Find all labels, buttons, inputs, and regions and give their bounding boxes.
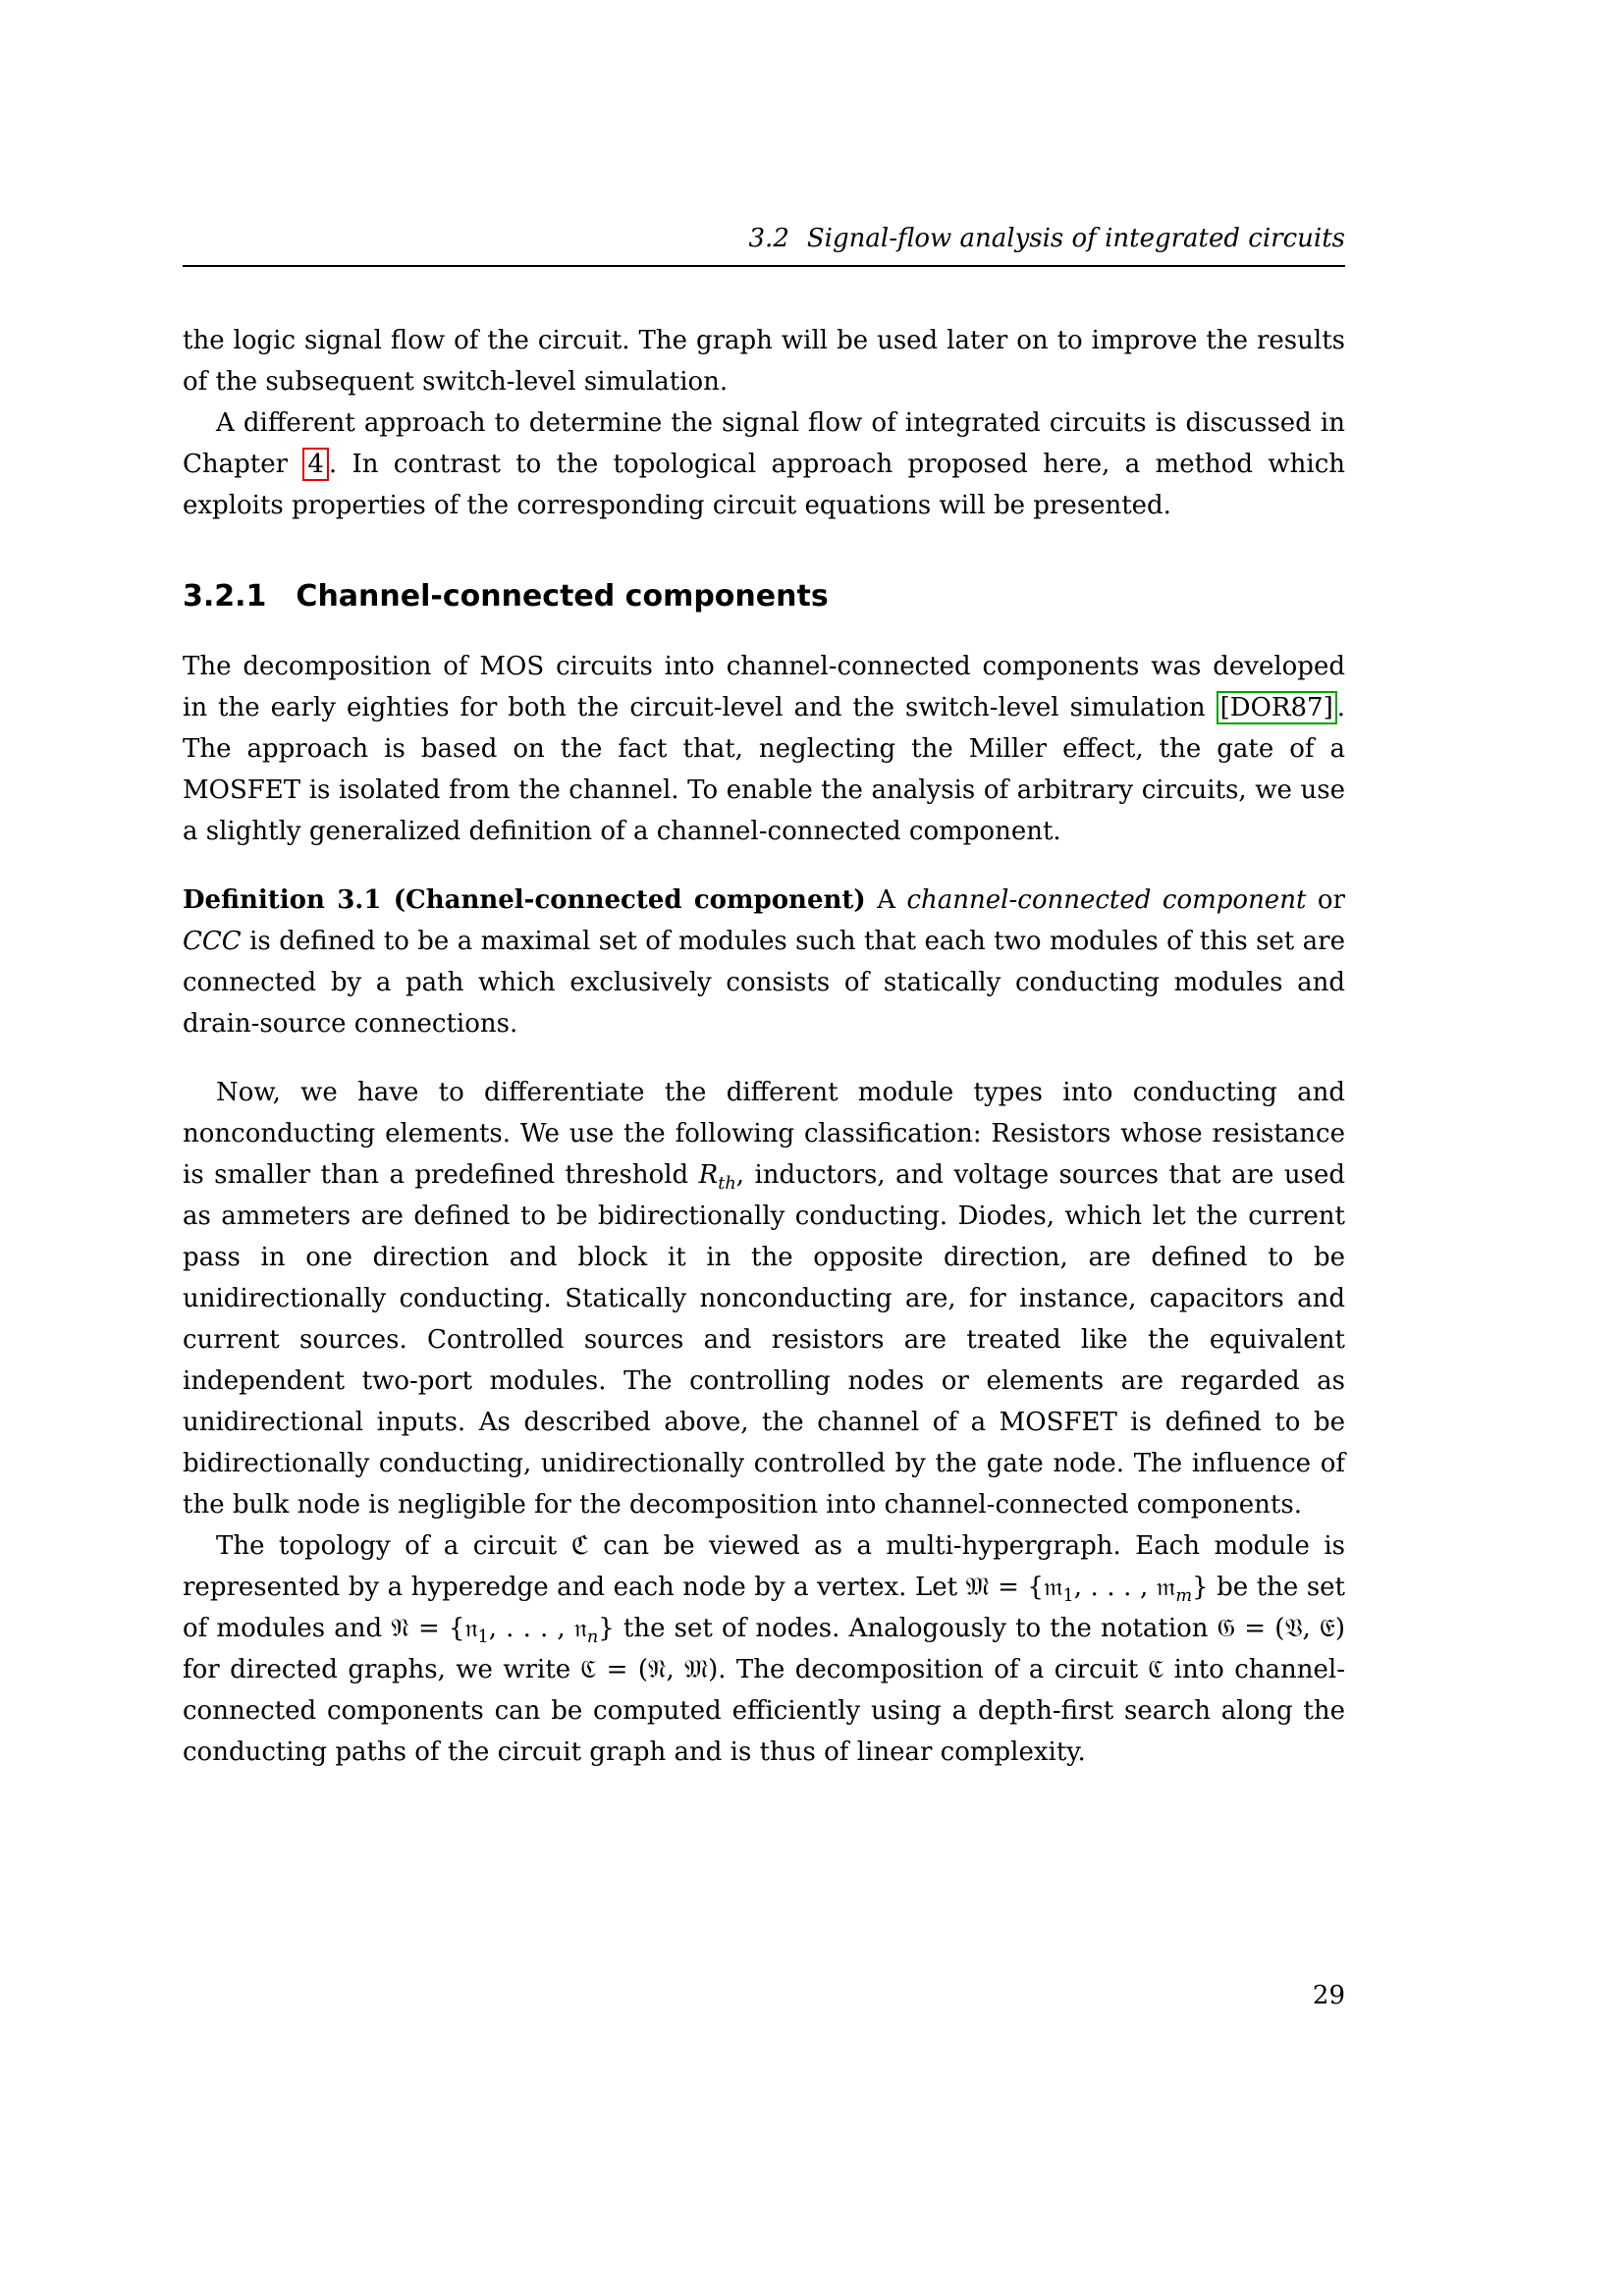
text-run: A different approach to determine the signal flow of integrated circuits is discussed in Chapter [183, 408, 1345, 479]
content [183, 320, 1345, 1773]
paragraph-module-classification [183, 1072, 1345, 1525]
text-run: 𝔪 [1043, 1573, 1063, 1602]
paragraph-decomposition [183, 646, 1345, 852]
text-run: The topology of a circuit [216, 1531, 571, 1561]
text-run: 1 [1062, 1586, 1074, 1607]
text-run: Now, we have to differentiate the different module types into conducting and nonconducting elements. We use the following classification: Resistors whose resistance is smaller than a predefined threshold [183, 1078, 1345, 1190]
citation-link[interactable]: [DOR87] [1217, 691, 1337, 724]
definition-3-1 [183, 880, 1345, 1044]
text-run: 𝔊 [1217, 1614, 1236, 1643]
text-run: , [666, 1655, 685, 1684]
text-run: The decomposition of MOS circuits into channel-connected components was developed in the early eighties for both the circuit-level and the switch-level simulation [183, 652, 1345, 722]
text-run: 𝔫 [464, 1614, 478, 1643]
text-run: 𝔪 [1156, 1573, 1176, 1602]
text-run: , . . . , [488, 1614, 574, 1643]
paragraph-different-approach [183, 402, 1345, 526]
header-rule [183, 265, 1345, 267]
text-run: } be the set of modules and [183, 1573, 1346, 1643]
text-run: . In contrast to the topological approach proposed here, a method which exploits properties of the corresponding circuit equations will be presented. [183, 450, 1345, 520]
text-run: 𝔈 [1319, 1614, 1335, 1643]
text-run: R [698, 1160, 719, 1190]
running-header-title: Signal-flow analysis of integrated circuits [806, 224, 1345, 253]
text-run: ). The decomposition of a circuit [708, 1655, 1149, 1684]
text-run: = { [408, 1614, 465, 1643]
definition-title: Definition 3.1 (Channel-connected component) [183, 885, 866, 915]
text-run: ℭ [570, 1531, 589, 1561]
text-run: ) for directed graphs, we write [183, 1614, 1345, 1684]
text-run: = ( [1235, 1614, 1285, 1643]
text-run: } the set of nodes. Analogously to the notation [598, 1614, 1217, 1643]
text-run: , [1302, 1614, 1320, 1643]
text-run: or [1306, 885, 1345, 915]
text-run: = ( [596, 1655, 648, 1684]
text-run: 𝔐 [684, 1655, 709, 1684]
text-run: th [718, 1174, 736, 1195]
text-run: is defined to be a maximal set of modules such that each two modules of this set are connected by a path which exclusively consists of statically conducting modules and drain-source connections. [183, 927, 1345, 1039]
running-header [183, 224, 1345, 253]
text-run: channel-connected component [906, 885, 1307, 915]
text-run: 𝔑 [648, 1655, 667, 1684]
text-run: , inductors, and voltage sources that are used as ammeters are defined to be bidirectionally conducting. Diodes, which let the current pass in one direction and block it in the opposite direction, are defined to be unidirectionally conducting. Statically nonconducting are, for instance, capacitors and current sources. Controlled sources and resistors are treated like the equivalent independent two-port modules. The controlling nodes or elements are regarded as unidirectional inputs. As described above, the channel of a MOSFET is defined to be bidirectionally conducting, unidirectionally controlled by the gate node. The influence of the bulk node is negligible for the decomposition into channel-connected components. [183, 1160, 1345, 1520]
text-run: ℭ [580, 1655, 597, 1684]
text-run: the logic signal flow of the circuit. The graph will be used later on to improve the results of the subsequent switch-level simulation. [183, 326, 1345, 397]
text-run: 𝔑 [391, 1614, 409, 1643]
text-run: can be viewed as a multi-hypergraph. Each module is represented by a hyperedge and each node by a vertex. Let [183, 1531, 1345, 1602]
text-run: 1 [477, 1628, 489, 1648]
text-run: A [865, 885, 907, 915]
text-run: 𝔙 [1284, 1614, 1303, 1643]
running-header-section: 3.2 [748, 224, 789, 253]
chapter-link[interactable]: 4 [302, 448, 329, 481]
text-run: m [1175, 1586, 1193, 1607]
text-run: . The approach is based on the fact that, neglecting the Miller effect, the gate of a MOSFET is isolated from the channel. To enable the analysis of arbitrary circuits, we use a slightly generalized definition of a channel-connected component. [183, 693, 1345, 846]
text-run: n [586, 1628, 599, 1648]
section-number: 3.2.1 [183, 579, 267, 614]
text-run: 𝔐 [965, 1573, 990, 1602]
paragraph-topology [183, 1525, 1345, 1773]
text-run: 𝔫 [573, 1614, 587, 1643]
section-title: Channel-connected components [296, 579, 829, 614]
text-run: , . . . , [1073, 1573, 1157, 1602]
text-run: into channel-connected components can be computed efficiently using a depth-first search along the conducting paths of the circuit graph and is thus of linear complexity. [183, 1655, 1345, 1767]
section-heading [183, 579, 1345, 614]
paragraph-continuation [183, 320, 1345, 402]
text-run: CCC [183, 927, 242, 956]
text-run: ℭ [1148, 1655, 1164, 1684]
text-run: = { [989, 1573, 1044, 1602]
page-number: 29 [1312, 1981, 1345, 2010]
